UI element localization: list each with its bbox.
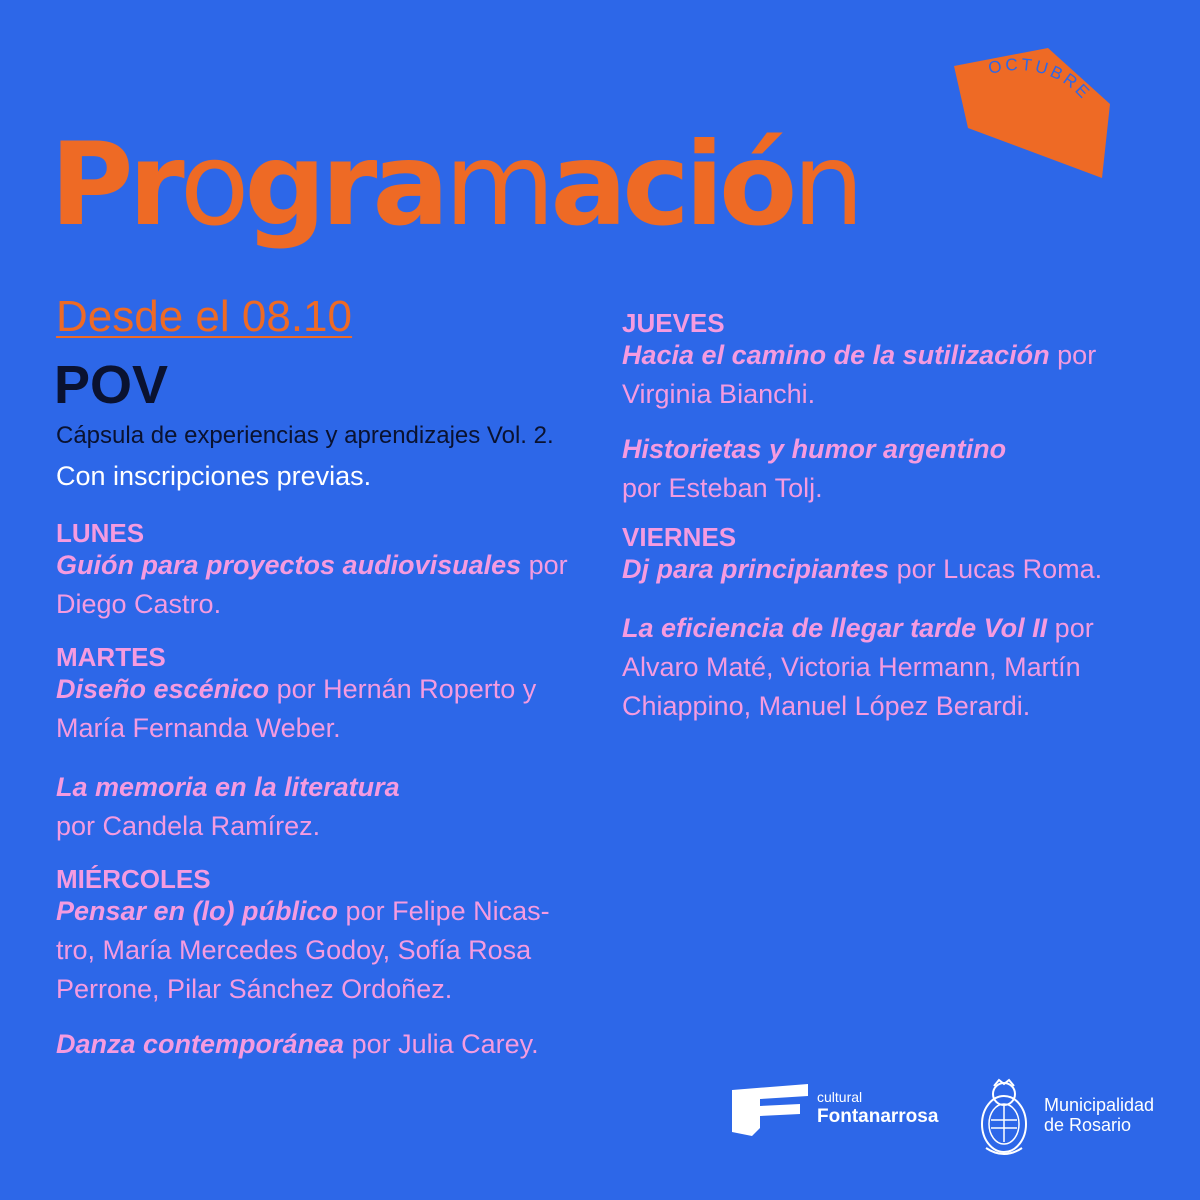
schedule-item — [622, 430, 1162, 508]
title-part: gra — [244, 118, 445, 251]
cultural-label: cultural — [817, 1089, 863, 1105]
workshop-credit: por Julia Carey. — [344, 1029, 539, 1059]
workshop-credit-cont: tro, María Mercedes Godoy, Sofía Rosa — [56, 935, 532, 965]
workshop-credit-cont: por Esteban Tolj. — [622, 473, 823, 503]
title-part: n — [792, 118, 860, 251]
workshop-credit-cont: Perrone, Pilar Sánchez Ordoñez. — [56, 974, 453, 1004]
workshop-credit-cont: Chiappino, Manuel López Berardi. — [622, 691, 1031, 721]
workshop-credit: por Lucas Roma. — [889, 554, 1103, 584]
workshop-title: Guión para proyectos audiovisuales — [56, 550, 522, 580]
schedule-item — [622, 550, 1162, 589]
schedule-item — [56, 546, 586, 624]
workshop-credit-cont: María Fernanda Weber. — [56, 713, 341, 743]
schedule-item — [56, 1025, 586, 1064]
schedule-item — [622, 336, 1162, 414]
fontanarrosa-label: Fontanarrosa — [817, 1106, 939, 1127]
schedule-item — [622, 609, 1162, 726]
workshop-credit-cont: Alvaro Maté, Victoria Hermann, Martín — [622, 652, 1081, 682]
workshop-credit-cont: Virginia Bianchi. — [622, 379, 816, 409]
day-heading-thursday: JUEVES — [622, 308, 725, 338]
day-heading-tuesday: MARTES — [56, 642, 166, 672]
workshop-title: Pensar en (lo) público — [56, 896, 339, 926]
workshop-title: Historietas y humor argentino — [622, 434, 1007, 464]
rosario-coat-of-arms-icon — [972, 1070, 1036, 1160]
workshop-credit: por — [521, 550, 568, 580]
workshop-credit: por — [1047, 613, 1094, 643]
municipality-line-1: Municipalidad — [1044, 1095, 1155, 1115]
schedule-item — [56, 670, 586, 748]
month-badge — [950, 46, 1112, 182]
day-heading-friday: VIERNES — [622, 522, 737, 552]
event-subtitle: Cápsula de experiencias y aprendizajes Vol. 2. — [56, 422, 554, 449]
day-heading-monday: LUNES — [56, 518, 145, 548]
schedule-item — [56, 892, 586, 1009]
day-heading-wednesday: MIÉRCOLES — [56, 864, 211, 894]
registration-note: Con inscripciones previas. — [56, 461, 372, 491]
event-title: POV — [54, 355, 169, 415]
cultural-fontanarrosa-logo-icon — [730, 1082, 810, 1138]
workshop-credit-cont: Diego Castro. — [56, 589, 222, 619]
workshop-title: Hacia el camino de la sutilización — [622, 340, 1050, 370]
schedule-right-column — [622, 306, 1162, 726]
title-part: Pr — [50, 118, 180, 251]
municipality-label — [1044, 1095, 1154, 1135]
schedule-left-column — [56, 516, 586, 1064]
workshop-title: La memoria en la literatura — [56, 772, 400, 802]
title-part: o — [179, 118, 245, 251]
municipality-line-2: de Rosario — [1044, 1115, 1132, 1135]
workshop-credit: por Felipe Nicas- — [338, 896, 550, 926]
title-part: ació — [550, 118, 793, 251]
workshop-title: La eficiencia de llegar tarde Vol II — [622, 613, 1048, 643]
workshop-title: Diseño escénico — [56, 674, 270, 704]
title-part: m — [444, 118, 551, 251]
schedule-item — [56, 768, 586, 846]
page-title — [50, 118, 860, 251]
workshop-credit: por Hernán Roperto y — [269, 674, 537, 704]
month-badge-shape-icon — [950, 46, 1112, 182]
workshop-title: Dj para principiantes — [622, 554, 890, 584]
start-date: Desde el 08.10 — [56, 292, 352, 341]
workshop-title: Danza contemporánea — [56, 1029, 345, 1059]
workshop-credit-cont: por Candela Ramírez. — [56, 811, 321, 841]
workshop-credit: por — [1049, 340, 1097, 370]
month-badge-label: OCTUBRE — [986, 54, 1096, 104]
